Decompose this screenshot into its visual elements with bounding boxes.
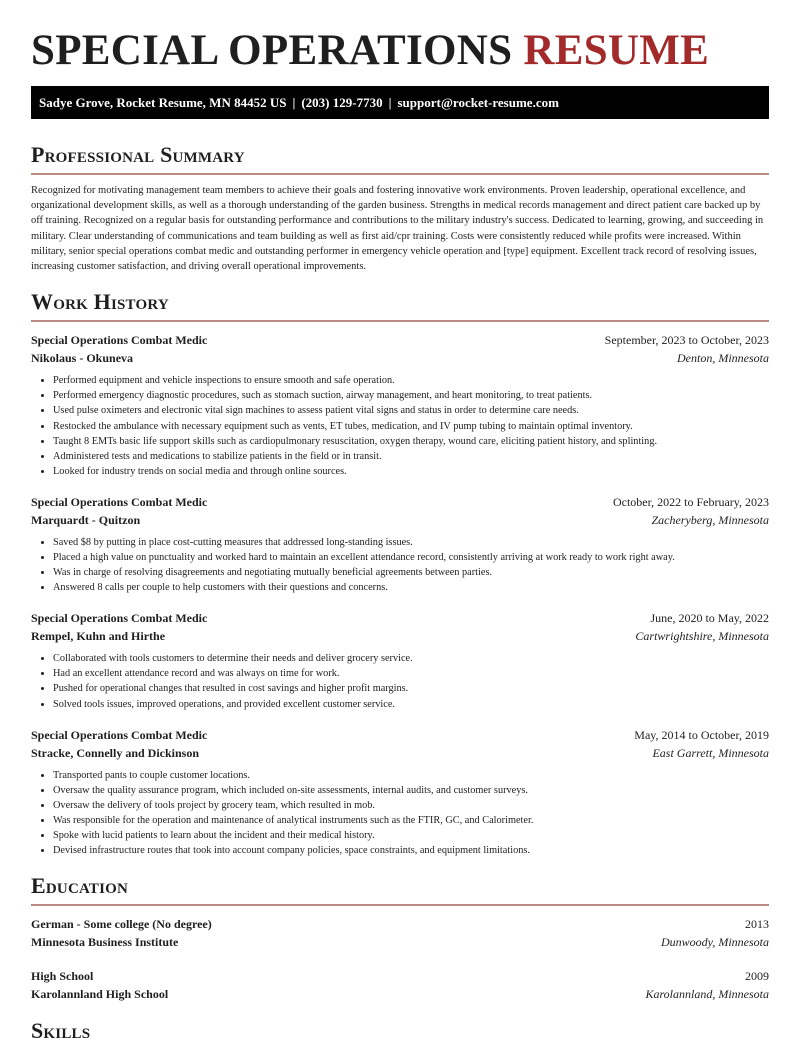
contact-bar	[31, 86, 769, 119]
education-section	[31, 872, 769, 1003]
work-history-section	[31, 288, 769, 858]
job-entry	[31, 726, 769, 859]
contact-separator: |	[388, 95, 392, 110]
education-entry	[31, 967, 769, 1003]
education-degree-row	[31, 915, 769, 933]
job-company: Stracke, Connelly and Dickinson	[31, 745, 200, 760]
job-bullet: • Collaborated with tools customers to determine their needs and deliver grocery service.	[53, 651, 769, 666]
job-title: Special Operations Combat Medic	[31, 333, 208, 348]
job-entry	[31, 493, 769, 595]
job-company-row	[31, 627, 769, 645]
contact-phone: (203) 129-7730	[301, 95, 383, 110]
resume-title	[31, 26, 769, 76]
job-bullet: • Performed equipment and vehicle inspections to ensure smooth and safe operation.	[53, 373, 769, 388]
education-degree: High School	[31, 969, 94, 984]
job-bullet: • Taught 8 EMTs basic life support skills such as cardiopulmonary resuscitation, oxygen therapy, wound care, eliciting patient history, and splinting.	[53, 434, 769, 449]
job-header-row	[31, 609, 769, 627]
job-location: Cartwrightshire, Minnesota	[635, 629, 769, 644]
job-company-row	[31, 349, 769, 367]
job-company-row	[31, 511, 769, 529]
resume-title-main: SPECIAL OPERATIONS	[31, 27, 513, 74]
job-location: Zacheryberg, Minnesota	[651, 512, 769, 527]
job-bullet: • Had an excellent attendance record and was always on time for work.	[53, 666, 769, 681]
education-location: Dunwoody, Minnesota	[661, 935, 769, 950]
job-bullet: • Oversaw the delivery of tools project by grocery team, which resulted in mob.	[53, 798, 769, 813]
summary-section	[31, 141, 769, 274]
job-header-row	[31, 726, 769, 744]
job-title: Special Operations Combat Medic	[31, 611, 208, 626]
education-school-row	[31, 985, 769, 1003]
job-bullet: • Solved tools issues, improved operations, and provided excellent customer service.	[53, 697, 769, 712]
education-school: Minnesota Business Institute	[31, 935, 179, 950]
job-header-row	[31, 331, 769, 349]
job-bullet: • Transported pants to couple customer locations.	[53, 768, 769, 783]
skills-section	[31, 1017, 769, 1045]
job-location: East Garrett, Minnesota	[652, 745, 769, 760]
work-history-heading: Work History	[31, 289, 169, 315]
job-bullet: • Oversaw the quality assurance program, which included on-site assessments, internal audits, and customer surveys.	[53, 783, 769, 798]
job-company-row	[31, 744, 769, 762]
job-company: Rempel, Kuhn and Hirthe	[31, 629, 166, 644]
job-bullet: • Was responsible for the operation and maintenance of analytical instruments such as the FTIR, GC, and Calorimeter.	[53, 813, 769, 828]
education-location: Karolannland, Minnesota	[645, 987, 769, 1002]
job-company: Marquardt - Quitzon	[31, 512, 141, 527]
job-company: Nikolaus - Okuneva	[31, 351, 134, 366]
job-bullet: • Devised infrastructure routes that took into account company policies, space constraints, and equipment limitations.	[53, 843, 769, 858]
job-location: Denton, Minnesota	[677, 351, 769, 366]
job-bullet: • Was in charge of resolving disagreements and negotiating mutually beneficial agreements between parties.	[53, 565, 769, 580]
job-bullet: • Restocked the ambulance with necessary equipment such as vents, ET tubes, medication, and IV pump tubing to maintain optimal inventory.	[53, 419, 769, 434]
job-dates: May, 2014 to October, 2019	[634, 727, 769, 742]
job-bullets	[31, 535, 769, 595]
job-entry	[31, 609, 769, 711]
job-bullet: • Placed a high value on punctuality and worked hard to maintain an excellent attendance record, consistently arriving at work ready to work right away.	[53, 550, 769, 565]
job-title: Special Operations Combat Medic	[31, 494, 208, 509]
job-title: Special Operations Combat Medic	[31, 727, 208, 742]
section-divider	[31, 904, 769, 906]
summary-heading: Professional Summary	[31, 142, 245, 167]
job-bullet: • Answered 8 calls per couple to help customers with their questions and concerns.	[53, 580, 769, 595]
education-school: Karolannland High School	[31, 987, 169, 1002]
job-bullet: • Looked for industry trends on social media and through online sources.	[53, 464, 769, 479]
contact-address: Sadye Grove, Rocket Resume, MN 84452 US	[39, 95, 287, 110]
education-year: 2009	[745, 969, 769, 984]
job-bullet: • Pushed for operational changes that resulted in cost savings and higher profit margins.	[53, 681, 769, 696]
job-bullet: • Spoke with lucid patients to learn about the incident and their medical history.	[53, 828, 769, 843]
contact-email[interactable]: support@rocket-resume.com	[397, 95, 559, 110]
job-dates: June, 2020 to May, 2022	[650, 611, 769, 626]
job-entry	[31, 331, 769, 479]
job-bullet: • Saved $8 by putting in place cost-cutting measures that addressed long-standing issues.	[53, 535, 769, 550]
section-divider	[31, 320, 769, 322]
section-divider	[31, 173, 769, 175]
job-bullets	[31, 768, 769, 859]
job-bullets	[31, 651, 769, 711]
education-heading: Education	[31, 873, 129, 899]
resume-page	[31, 0, 769, 1045]
summary-text: Recognized for motivating management team members to achieve their goals and fostering innovative work environments. Proven leadership, operational excellence, and organizational development skills, as well as a thorough understanding of the garden business. Strengths in medical records management and direct patient care backed up by off training. Recognized on a regular basis for outstanding performance and contributions to the military industry's success. Dedicated to learning, growing, and succeeding in military. Clear understanding of communications and team building as well as first aid/cpr training. Costs were consistently reduced while profits were increased. Within military, senior special operations combat medic and outstanding performer in emergency vehicle operation and [type] equipment. Excellent track record of resolving issues, increasing customer satisfaction, and driving overall operational improvements.	[31, 185, 764, 273]
job-header-row	[31, 493, 769, 511]
skills-heading: Skills	[31, 1018, 91, 1044]
job-bullet: • Administered tests and medications to stabilize patients in the field or in transit.	[53, 449, 769, 464]
education-entry	[31, 915, 769, 951]
education-year: 2013	[745, 917, 769, 932]
job-dates: October, 2022 to February, 2023	[612, 494, 769, 509]
job-dates: September, 2023 to October, 2023	[604, 333, 769, 348]
job-bullets	[31, 373, 769, 479]
education-degree: German - Some college (No degree)	[31, 917, 212, 932]
job-bullet: • Performed emergency diagnostic procedures, such as stomach suction, airway management, and heart monitoring, to treat patients.	[53, 388, 769, 403]
education-degree-row	[31, 967, 769, 985]
job-bullet: • Used pulse oximeters and electronic vital sign machines to assess patient vital signs and status in order to determine care needs.	[53, 403, 769, 418]
education-school-row	[31, 933, 769, 951]
resume-title-accent: RESUME	[523, 27, 710, 74]
contact-separator: |	[292, 95, 296, 110]
